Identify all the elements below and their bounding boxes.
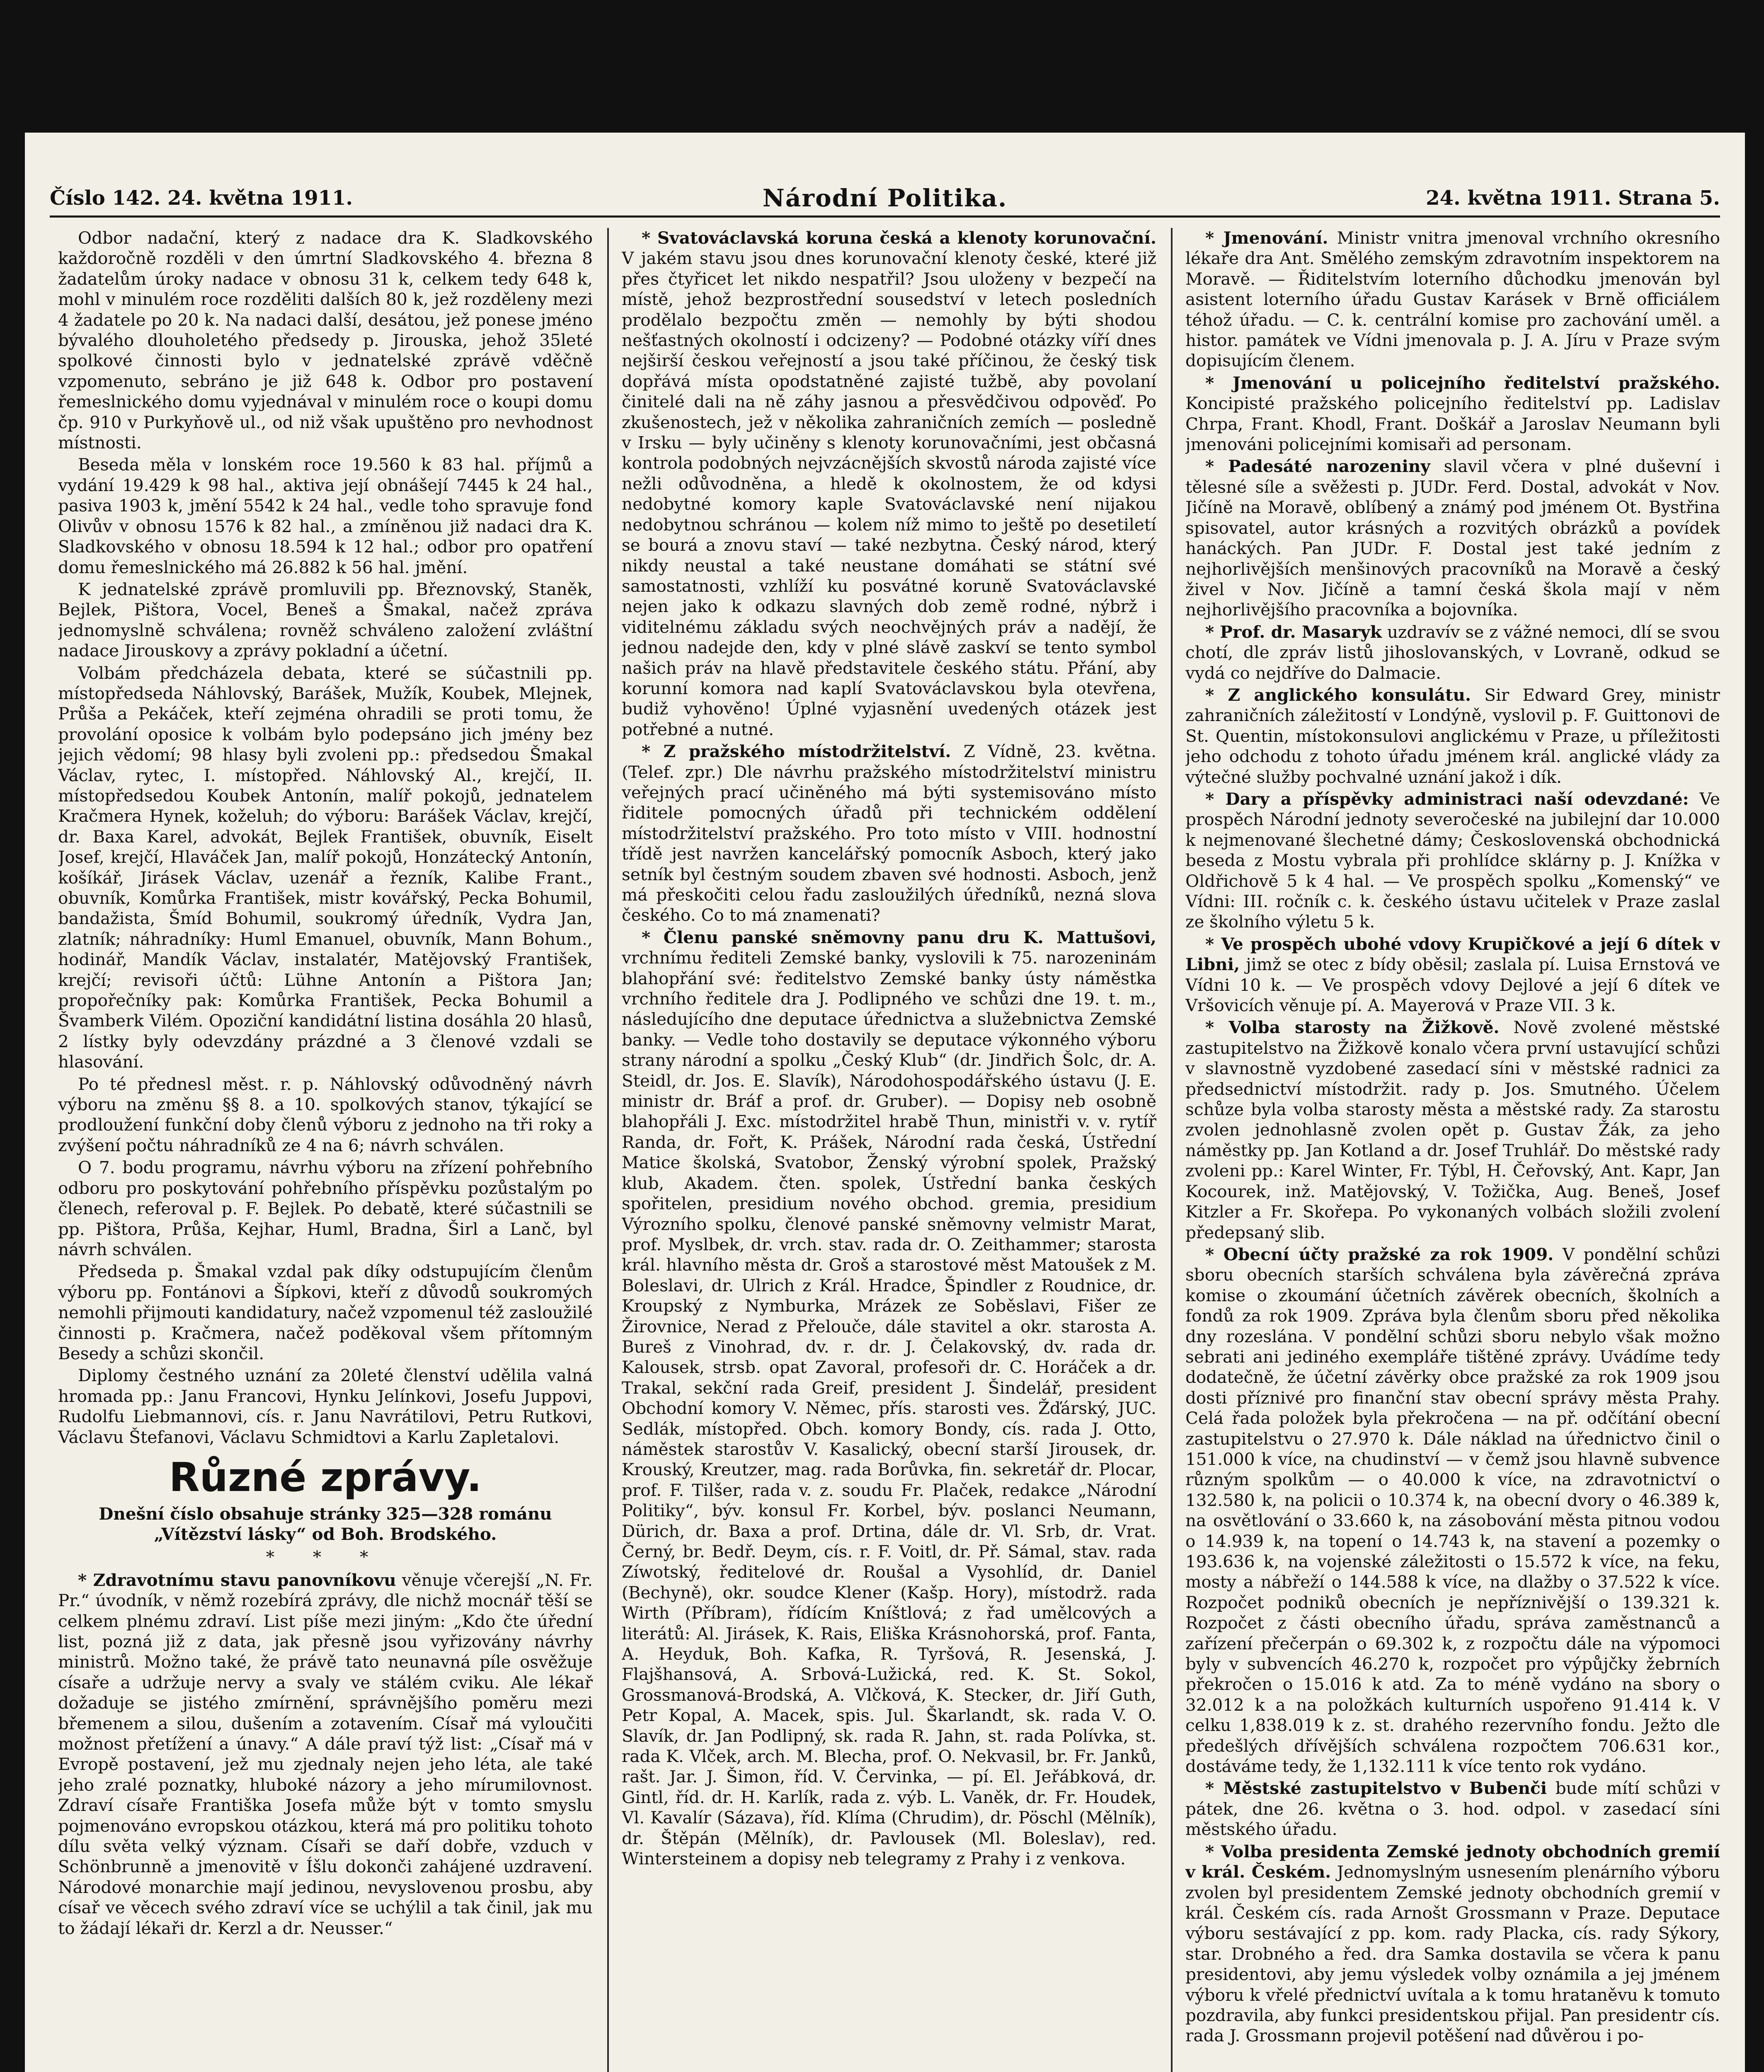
news-item <box>622 741 1156 926</box>
news-item-text: V jakém stavu jsou dnes korunovační klenoty české, které již přes čtyřicet let nikdo nespatřil? Jsou uloženy v bezpečí na místě, jehož bezprostřední sousedství v letech posledních prodělalo bezpočtu změn — nemohly by býti shodou nešťastných okolností i odcizeny? — Podobné otázky víří dnes nejširší českou veřejností a jsou také příčinou, že český tisk dopřává místa opodstatněné zajisté tužbě, aby povolaní činitelé dali na ně záhy jasnou a přesvědčivou odpověď. Po zkušenostech, jež v několika zahraničních zemích — posledně v Irsku — byly učiněny s klenoty korunovačními, jest občasná kontrola podobných nejvzácnějších skvostů národa zajisté více nežli odůvodněna, a hledě k okolnostem, že od kdysi nedobytné komory kaple Svatováclavské není nijakou nedobytnou schránou — kolem níž mimo to ještě po desetiletí se bourá a znovu staví — také nezbytna. Český národ, který nikdy neustal a také neustane domáhati se státní své samostatnosti, vzhlíží ku posvátné koruně Svatováclavské nejen jako k odkazu slavných dob země rodné, nýbrž i viditelnému základu svých neochvějných práv a nadějí, že jednou nadejde den, kdy v plné slávě zaskví se tento symbol našich práv na hlavě představitele českého státu. Přání, aby korunní komora nad kaplí Svatováclavskou byla otevřena, budiž vyhověno! Úplné vyjasnění uvedených otázek jest potřebné a nutné. <box>622 248 1156 739</box>
news-item <box>58 1570 593 1939</box>
article-paragraph: Beseda měla v lonském roce 19.560 k 83 hal. příjmů a vydání 19.429 k 98 hal., aktiva její obnášejí 7445 k 24 hal., pasiva 1903 k, jmění 5542 k 24 hal., vedle toho spravuje fond Olivův v obnosu 1576 k 82 hal., a zmíněnou již nadaci dra K. Sladkovského v obnosu 18.594 k 12 hal.; odbor pro opatření domu řemeslnického má 26.882 k 56 hal. jmění. <box>58 455 593 577</box>
news-item-heading: * Volba presidenta Zemské jednoty obchodních gremií v král. Českém. <box>1185 1841 1720 1882</box>
news-item-heading: * Členu panské sněmovny panu dru K. Mattušovi, <box>642 927 1156 947</box>
column-3 <box>1185 228 1720 2072</box>
article-paragraph: Dnešní číslo obsahuje stránky 325—328 románu „Vítězství lásky“ od Boh. Brodského. <box>99 1503 552 1544</box>
news-item <box>1185 1017 1720 1242</box>
section-title: Různé zprávy. <box>169 1454 482 1501</box>
article-paragraph: Diplomy čestného uznání za 20leté členství udělila valná hromada pp.: Janu Francovi, Hynku Jelínkovi, Josefu Juppovi, Rudolfu Liebmannovi, cís. r. Janu Navrátilovi, Petru Rutkovi, Václavu Štefanovi, Václavu Schmidtovi a Karlu Zapletalovi. <box>58 1365 593 1447</box>
issue-number: Číslo 142. 24. května 1911. <box>50 186 353 210</box>
news-item-text: Jednomyslným usnesením plenárního výboru zvolen byl presidentem Zemské jednoty obchodních gremií v král. Českém cís. rada Arnošt Grossmann v Praze. Deputace výboru sestávající z pp. kom. rady Placka, cís. rady Sýkory, star. Drobného a řed. dra Samka dostavila se včera k panu presidentovi, aby jemu výsledek volby oznámila a jej jménem výboru k vřelé přednictví uvítala a k tomu hrataněvu k tomuto pozdravila, aby funkci presidentskou přijal. Pan presidentr cís. rada J. Grossmann projevil potěšení nad důvěrou i po- <box>1185 1862 1720 2046</box>
news-item <box>1185 1842 1720 2046</box>
news-item-heading: * Padesáté narozeniny <box>1205 456 1430 477</box>
news-item-text: V pondělní schůzi sboru obecních starších schválena byla závěrečná zpráva komise o zkoumání účetních závěrek obecních, školních a fondů za rok 1909. Zpráva byla členům sboru před několika dny rozeslána. V pondělní schůzi sboru nebylo však možno sebrati ani jediného exempláře tištěné zprávy. Uvádíme tedy dodatečně, že účetní závěrky obce pražské za rok 1909 jsou dosti příznivé pro finanční stav obecní správy města Prahy. Celá řada položek byla překročena — na př. odčítání obecní zastupitelstvu o 27.970 k. Dále náklad na úřednictvo činil o 151.000 k více, na chudinství — v čemž jsou hlavně subvence různým spolkům — o 40.000 k více, na zdravotnictví o 132.580 k, na policii o 10.374 k, na obecní dvory o 46.389 k, na osvětlování o 33.660 k, na zásobování města pitnou vodou o 14.939 k, na topení o 14.743 k, na stavení a pozemky o 193.636 k, na vojenské záležitosti o 15.572 k více, na feku, mosty a nábřeží o 144.588 k více, na dlažby o 37.522 k více. Rozpočet podniků obecních je nepříznivější o 139.321 k. Rozpočet z části obecního úřadu, správa zaměstnanců a zařízení přečerpán o 69.302 k, z rozpočtu dále na výpomoci byly v subvencích 46.270 k, rozpočet pro výpůjčky žebrních překročen o 15.016 k atd. Za to méně vydáno na sbory o 32.012 k a na položkách kulturních uspořeno 91.414 k. V celku 1,838.019 k z. st. drahého rezervního fondu. Ježto dle předešlých dřívějších schválena rozpočtem 706.631 kor., dostáváme tedy, že 1,132.111 k více tento rok vydáno. <box>1185 1244 1720 1777</box>
news-item <box>1185 622 1720 683</box>
news-item-heading: * Z pražského místodržitelství. <box>642 741 951 762</box>
news-item-text: vrchnímu řediteli Zemské banky, vyslovili k 75. narozeninám blahopřání své: ředitelstvo Zemské banky ústy náměstka vrchního ředitele dra J. Podlipného ve schůzi dne 19. t. m., následujícího dne deputace úřednictva a služebnictva Zemské banky. — Vedle toho dostavily se deputace výkonného výboru strany národní a spolku „Český Klub“ (dr. Jindřich Šolc, dr. A. Steidl, dr. Jos. E. Slavík), Národohospodářského ústavu (J. E. ministr dr. Bráf a prof. dr. Gruber). — Dopisy neb osobně blahopřáli J. Exc. místodržitel hrabě Thun, ministři v. v. rytíř Randa, dr. Fořt, K. Prášek, Národní rada česká, Ústřední Matice školská, Svatobor, Ženský výrobní spolek, Pražský klub, Akadem. čten. spolek, Ústřední banka českých spořitelen, presidium nového obchod. gremia, presidium Výrozního spolku, členové panské sněmovny velmistr Marat, prof. Myslbek, dr. vrch. stav. rada dr. O. Zeithammer; starosta král. hlavního města dr. Groš a starostové měst Matoušek z M. Boleslavi, dr. Ulrich z Král. Hradce, Špindler z Roudnice, dr. Kroupský z Nymburka, Mrázek ze Soběslavi, Fišer ze Žirovnice, Nerad z Přelouče, dále stavitel a okr. starosta A. Bureš z Vinohrad, dv. r. dr. J. Čelakovský, dv. rada dr. Kalousek, strsb. opat Zavoral, profesoři dr. C. Horáček a dr. Trakal, sekční rada Greif, president J. Šindelář, president Obchodní komory V. Němec, přís. starosti ves. Žďárský, JUC. Sedlák, místopřed. Obch. komory Bondy, cís. rada J. Otto, náměstek starostův V. Kasalický, obecní starší Jirousek, dr. Krouský, Kreutzer, mag. rada Borůvka, fin. sekretář dr. Plocar, prof. F. Tilšer, rada v. z. soudu Fr. Plaček, redakce „Národní Politiky“, býv. konsul Fr. Korbel, býv. poslanci Neumann, Dürich, dr. Baxa a prof. Drtina, dále dr. Vl. Srb, dr. Vrat. Černý, br. Bedř. Deym, cís. r. F. Voitl, dr. Př. Sámal, stav. rada Zíwotský, ředitelové dr. Roušal a Vysohlíd, dr. Daniel (Bechyně), okr. soudce Klener (Kašp. Hory), místodrž. rada Wirth (Příbram), řídícím Kníštlová; z řad umělcových a literátů: Al. Jirásek, K. Rais, Eliška Krásnohorská, prof. Fanta, A. Heyduk, Boh. Kafka, R. Tyršová, R. Jesenská, J. Flajšhansová, A. Srbová-Lužická, red. K. St. Sokol, Grossmanová-Brodská, A. Vlčková, K. Stecker, dr. Jiří Guth, Petr Kopal, A. Macek, spis. Jul. Škarlandt, sk. rada V. O. Slavík, dr. Jan Podlipný, sk. rada R. Jahn, st. rada Polívka, st. rada K. Vlček, arch. M. Blecha, prof. O. Nekvasil, br. Fr. Janků, rašt. Jar. J. Šimon, říd. V. Červinka, — pí. El. Jeřábková, dr. Gintl, říd. dr. H. Karlík, rada z. výb. L. Vaněk, dr. Fr. Houdek, Vl. Kavalír (Sázava), říd. Klíma (Chrudim), dr. Pöschl (Mělník), dr. Štěpán (Mělník), dr. Pavlousek (Ml. Boleslav), red. Wintersteinem a dopisy neb telegramy z Prahy i z venkova. <box>622 948 1156 1869</box>
article-paragraph: Předseda p. Šmakal vzdal pak díky odstupujícím členům výboru pp. Fontánovi a Šípkovi, kteří z důvodů soukromých nemohli přijmouti kandidatury, načež vzpomenul též zasloužilé činnosti p. Kračmera, načež poděkoval všem přítomným Besedy a schůzi skončil. <box>58 1261 593 1363</box>
news-item-heading: * Prof. dr. Masaryk <box>1205 622 1382 642</box>
news-item-text: Sir Edward Grey, ministr zahraničních záležitostí v Londýně, vyslovil p. F. Guittonovi de St. Quentin, místokonsulovi anglickému v Praze, u příležitosti jeho odchodu z tohoto úřadu jménem král. anglické vlády za výtečné služby pochvalné uznání jakož i dík. <box>1185 685 1720 787</box>
column-divider <box>1171 228 1173 2072</box>
news-item-text: uzdravív se z vážné nemoci, dlí se svou chotí, dle zpráv listů jihoslovanských, v Lovraně, odkud se vydá co nejdříve do Dalmacie. <box>1185 622 1720 683</box>
news-item <box>1185 934 1720 1016</box>
news-item-text: slavil včera v plné duševní i tělesné síle a svěžesti p. JUDr. Ferd. Dostal, advokát v Nov. Jičíně na Moravě, oblíbený a známý pod jménem Ot. Bystřina spisovatel, autor krásných a rozvitých obrázků a povídek hanáckých. Pan JUDr. F. Dostal jest také jedním z nejhorlivějších menšinových pracovníků na Moravě a český živel v Nov. Jičíně a tamní česká škola mají v něm nejhorlivějšího pracovníka a bojovníka. <box>1185 456 1720 620</box>
article-paragraph: Volbám předcházela debata, které se súčastnili pp. místopředseda Náhlovský, Barášek, Mužík, Koubek, Mlejnek, Průša a Pekáček, kteří zejména ohradili se proti tomu, že provolání oposice k volbám bylo podepsáno jich jmény bez jejich vědomí; 98 hlasy byli zvoleni pp.: předsedou Šmakal Václav, rytec, I. místopřed. Náhlovský Al., krejčí, II. místopředsedou Koubek Antonín, malíř pokojů, jednatelem Kračmera Hynek, koželuh; do výboru: Barášek Václav, krejčí, dr. Baxa Karel, advokát, Bejlek František, obuvník, Eiselt Josef, krejčí, Hlaváček Jan, malíř pokojů, Honzátecký Antonín, košíkář, Jirásek Václav, uzenář a řezník, Kalibe Frant., obuvník, Komůrka František, mistr kovářský, Pecka Bohumil, bandažista, Šmíd Bohumil, soukromý úředník, Vydra Jan, zlatník; náhradníky: Huml Emanuel, obuvník, Mann Bohum., hodinář, Mandík Václav, instalatér, Matějovský František, krejčí; revisoři účtů: Lühne Antonín a Pištora Jan; propořečníky pak: Komůrka František, Pecka Bohumil a Švamberk Vilém. Opoziční kandidátní listina dosáhla 20 hlasů, 2 lístky byly odevzdány prázdné a 3 členové vzdali se hlasování. <box>58 663 593 1072</box>
news-item <box>1185 685 1720 787</box>
newspaper-page <box>25 133 1745 2072</box>
article-paragraph: Po té přednesl měst. r. p. Náhlovský odůvodněný návrh výboru na změnu §§ 8. a 10. spolkových stanov, týkající se prodloužení funkční doby členů výboru z jednoho na tři roky a zvýšení počtu náhradníků ze 4 na 6; návrh schválen. <box>58 1074 593 1155</box>
news-item-heading: * Ve prospěch ubohé vdovy Krupičkové a její 6 dítek v Libni, <box>1185 934 1720 975</box>
news-item <box>1185 1244 1720 1777</box>
news-item <box>1185 373 1720 455</box>
news-item <box>622 927 1156 1869</box>
news-item <box>1185 228 1720 371</box>
news-item-heading: * Z anglického konsulátu. <box>1205 685 1471 705</box>
news-item-text: Koncipisté pražského policejního ředitelství pp. Ladislav Chrpa, Frant. Khodl, Frant. Doškář a Jaroslav Neumann byli jmenováni policejními komisaři ad personam. <box>1185 393 1720 455</box>
news-item-text: věnuje včerejší „N. Fr. Pr.“ úvodník, v němž rozebírá zprávy, dle nichž mocnář těší se celkem plnému zdraví. List píše mezi jiným: „Kdo čte úřední list, pozná již z data, jak přesně jsou vyřizovány návrhy ministrů. Možno také, že právě tato neunavná píle osvěžuje císaře a udržuje nervy a svaly ve stálém cviku. Ale lékař dožaduje se jistého zmírnění, správnějšího poměru mezi břemenem a silou, dušením a zotavením. Císař má vyloučiti možnost přetížení a únavy.“ A dále praví týž list: „Císař má v Evropě postavení, jež mu zjednaly nejen jeho léta, ale také jeho zralé poznatky, hluboké názory a jeho mírumilovnost. Zdraví císaře Františka Josefa může být v tomto smyslu pojmenováno evropskou otázkou, která má pro politiku tohoto dílu světa velký význam. Císaři se daří dobře, vzduch v Schönbrunně a jmenovitě v Íšlu dokonči zahájené uzdravení. Národové monarchie mají jedinou, nevyslovenou prosbu, aby císař ve věcech svého zdraví více se uchýlil a tak činil, jak mu to žádají lékaři dr. Kerzl a dr. Neusser.“ <box>58 1570 593 1938</box>
column-divider <box>607 228 609 2072</box>
news-item <box>1185 456 1720 620</box>
masthead-title: Národní Politika. <box>762 184 1008 212</box>
news-item-heading: * Městské zastupitelstvo v Bubenči <box>1205 1778 1547 1798</box>
separator-stars: * * * <box>266 1547 385 1567</box>
article-paragraph: O 7. bodu programu, návrhu výboru na zřízení pohřebního odboru pro poskytování pohřebního příspěvku pozůstalým po členech, referoval p. F. Bejlek. Po debatě, které súčastnili se pp. Pištora, Průša, Kejhar, Huml, Bradna, Širl a Lanč, byl návrh schválen. <box>58 1157 593 1259</box>
news-item-heading: * Jmenování u policejního ředitelství pražského. <box>1205 373 1720 393</box>
article-paragraph: Odbor nadační, který z nadace dra K. Sladkovského každoročně rozděli v den úmrtní Sladkovského 4. března 8 žadatelům úroky nadace v obnosu 31 k, celkem tedy 648 k, mohl v minulém roce rozděliti dalších 80 k, jež rozděleny mezi 4 žadatele po 20 k. Na nadaci další, desátou, jež ponese jméno bývalého dlouholetého předsedy p. Jirouska, jehož 35leté spolkové činnosti bylo v jednatelské zprávě vděčně vzpomenuto, sebráno je již 648 k. Odbor pro postavení řemeslnického domu vyjednával v minulém roce o koupi domu čp. 910 v Purkyňově ul., od niž však upuštěno pro nevhodnost místnosti. <box>58 228 593 453</box>
news-item <box>622 228 1156 740</box>
news-item-heading: * Jmenování. <box>1205 228 1328 248</box>
news-item-text: Z Vídně, 23. května. (Telef. zpr.) Dle návrhu pražského místodržitelství ministru veřejných prací učiněného má býti systemisováno místo řiditele pomocných úřadů při technickém oddělení místodržitelství pražského. Pro toto místo v VIII. hodnostní třídě jest navržen kancelářský pomocník Asboch, který jako setník byl čestným soudem zbaven své hodnosti. Asboch, jenž má přeskočiti celou řadu zasloužilých úředníků, nezná slova českého. Co to má znamenati? <box>622 741 1156 925</box>
news-item-text: Nově zvolené městské zastupitelstvo na Žižkově konalo včera první ustavující schůzi v slavnostně vyzdobené zasedací síni v městské radnici za předsednictví místodržit. rady p. Jos. Smutného. Účelem schůze byla volba starosty města a městské rady. Za starostu zvolen jednohlasně zvolen opět p. Gustav Žák, za jeho náměstky pp. Jan Kotland a dr. Josef Truhlář. Do městské rady zvoleni pp.: Karel Winter, Fr. Týbl, H. Čeřovský, Ant. Kapr, Jan Kocourek, inž. Matějovský, V. Tožička, Aug. Beneš, Josef Kitzler a Fr. Skořepa. Po vykonaných volbách složili zvolení předepsaný slib. <box>1185 1017 1720 1242</box>
news-item-text: jimž se otec z bídy oběsil; zaslala pí. Luisa Ernstová ve Vídni 10 k. — Ve prospěch vdovy Dejlové a její 6 dítek ve Vršovicích věnuje pí. A. Mayerová v Praze VII. 3 k. <box>1185 954 1720 1016</box>
news-item-text: Ve prospěch Národní jednoty severočeské na jubilejní dar 10.000 k nejmenované šlechetné dámy; Československá obchodnická beseda z Mostu vybrala při prohlídce sklárny p. J. Knížka v Oldřichově 5 k 4 hal. — Ve prospěch spolku „Komenský“ ve Vídni: III. ročník c. k. českého ústavu učitelek v Praze zaslal ze školního výletu 5 k. <box>1185 789 1720 932</box>
news-item-text: bude mítí schůzi v pátek, dne 26. května o 3. hod. odpol. v zasedací síni městského úřadu. <box>1185 1778 1720 1840</box>
news-item-heading: * Svatováclavská koruna česká a klenoty korunovační. <box>642 228 1156 248</box>
news-item <box>1185 1778 1720 1840</box>
news-item-heading: * Dary a příspěvky administraci naší odevzdané: <box>1205 789 1689 809</box>
article-paragraph: K jednatelské zprávě promluvili pp. Březnovský, Staněk, Bejlek, Pištora, Vocel, Beneš a Šmakal, načež zpráva jednomyslně schválena; rovněž schváleno založení zvláštní nadace Jirouskovy a zprávy pokladní a účetní. <box>58 579 593 661</box>
news-item-text: Ministr vnitra jmenoval vrchního okresního lékaře dra Ant. Smělého zemským zdravotním inspektorem na Moravě. — Řiditelstvím loterního důchodku jmenován byl asistent loterního úřadu Gustav Karásek v Brně officiálem téhož úřadu. — C. k. centrální komise pro zachování uměl. a histor. památek ve Vídni jmenovala p. J. A. Jíru v Praze svým dopisujícím členem. <box>1185 228 1720 371</box>
news-item-heading: * Obecní účty pražské za rok 1909. <box>1205 1244 1554 1264</box>
news-item <box>1185 789 1720 932</box>
column-2 <box>622 228 1156 2072</box>
news-item-heading: * Zdravotnímu stavu panovníkovu <box>78 1570 396 1590</box>
news-item-heading: * Volba starosty na Žižkově. <box>1205 1017 1500 1038</box>
column-1 <box>58 228 593 2072</box>
date-and-page: 24. května 1911. Strana 5. <box>1426 186 1720 210</box>
page-header <box>50 182 1720 218</box>
